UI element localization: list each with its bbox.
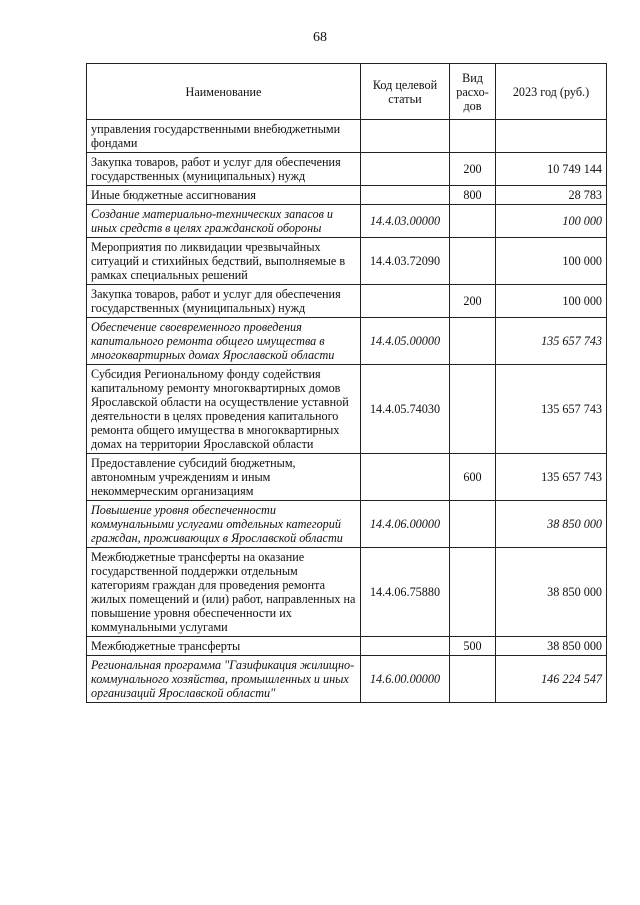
row-amount-cell: 28 783 xyxy=(496,186,607,205)
row-code-cell: 14.4.06.75880 xyxy=(361,548,450,637)
row-code-cell xyxy=(361,120,450,153)
row-code-cell xyxy=(361,153,450,186)
row-code-cell xyxy=(361,186,450,205)
budget-table xyxy=(86,63,607,703)
row-code-cell xyxy=(361,454,450,501)
row-kind-cell xyxy=(450,501,496,548)
row-amount-cell: 135 657 743 xyxy=(496,318,607,365)
table-row xyxy=(87,285,607,318)
row-name-cell: Повышение уровня обеспеченности коммунальными услугами отдельных категорий граждан, проживающих в Ярославской области xyxy=(87,501,361,548)
table-row xyxy=(87,454,607,501)
row-name-cell: Региональная программа "Газификация жилищно-коммунального хозяйства, промышленных и иных организаций Ярославской области" xyxy=(87,656,361,703)
row-kind-cell: 200 xyxy=(450,285,496,318)
table-header-row xyxy=(87,64,607,120)
row-kind-cell xyxy=(450,318,496,365)
row-code-cell xyxy=(361,285,450,318)
header-amount: 2023 год (руб.) xyxy=(496,64,607,120)
row-kind-cell xyxy=(450,656,496,703)
table-row xyxy=(87,548,607,637)
row-code-cell: 14.4.03.00000 xyxy=(361,205,450,238)
row-kind-cell xyxy=(450,205,496,238)
table-row xyxy=(87,637,607,656)
table-row xyxy=(87,501,607,548)
row-kind-cell: 600 xyxy=(450,454,496,501)
row-amount-cell: 100 000 xyxy=(496,205,607,238)
row-kind-cell: 800 xyxy=(450,186,496,205)
row-kind-cell xyxy=(450,365,496,454)
row-code-cell: 14.4.05.00000 xyxy=(361,318,450,365)
row-name-cell: Иные бюджетные ассигнования xyxy=(87,186,361,205)
row-code-cell: 14.6.00.00000 xyxy=(361,656,450,703)
table-row xyxy=(87,153,607,186)
row-kind-cell: 200 xyxy=(450,153,496,186)
row-amount-cell: 100 000 xyxy=(496,238,607,285)
row-code-cell: 14.4.06.00000 xyxy=(361,501,450,548)
row-name-cell: Предоставление субсидий бюджетным, автономным учреждениям и иным некоммерческим организациям xyxy=(87,454,361,501)
table-row xyxy=(87,318,607,365)
row-amount-cell: 146 224 547 xyxy=(496,656,607,703)
row-amount-cell: 38 850 000 xyxy=(496,501,607,548)
row-name-cell: Закупка товаров, работ и услуг для обеспечения государственных (муниципальных) нужд xyxy=(87,285,361,318)
row-name-cell: Межбюджетные трансферты на оказание государственной поддержки отдельным категориям граждан для проведения ремонта жилых помещений и (или) работ, направленных на повышение уровня обеспеченности их коммунальными услугами xyxy=(87,548,361,637)
row-amount-cell xyxy=(496,120,607,153)
table-row xyxy=(87,656,607,703)
row-name-cell: Субсидия Региональному фонду содействия капитальному ремонту многоквартирных домов Ярославской области на осуществление уставной деятельности в целях проведения капитального ремонта общего имущества в многоквартирных домах на территории Ярославской области xyxy=(87,365,361,454)
row-amount-cell: 100 000 xyxy=(496,285,607,318)
row-amount-cell: 38 850 000 xyxy=(496,548,607,637)
row-name-cell: Межбюджетные трансферты xyxy=(87,637,361,656)
row-amount-cell: 10 749 144 xyxy=(496,153,607,186)
table-row xyxy=(87,186,607,205)
row-name-cell: Мероприятия по ликвидации чрезвычайных ситуаций и стихийных бедствий, выполняемые в рамках специальных решений xyxy=(87,238,361,285)
row-name-cell: Создание материально-технических запасов и иных средств в целях гражданской обороны xyxy=(87,205,361,238)
table-row xyxy=(87,205,607,238)
row-kind-cell xyxy=(450,548,496,637)
row-name-cell: управления государственными внебюджетными фондами xyxy=(87,120,361,153)
row-code-cell: 14.4.05.74030 xyxy=(361,365,450,454)
row-kind-cell xyxy=(450,120,496,153)
row-name-cell: Обеспечение своевременного проведения капитального ремонта общего имущества в многоквартирных домах Ярославской области xyxy=(87,318,361,365)
table-row xyxy=(87,120,607,153)
row-amount-cell: 135 657 743 xyxy=(496,454,607,501)
header-name: Наименование xyxy=(87,64,361,120)
row-kind-cell: 500 xyxy=(450,637,496,656)
table-row xyxy=(87,365,607,454)
row-amount-cell: 38 850 000 xyxy=(496,637,607,656)
row-kind-cell xyxy=(450,238,496,285)
row-amount-cell: 135 657 743 xyxy=(496,365,607,454)
header-kind: Вид расхо-дов xyxy=(450,64,496,120)
row-name-cell: Закупка товаров, работ и услуг для обеспечения государственных (муниципальных) нужд xyxy=(87,153,361,186)
header-code: Код целевой статьи xyxy=(361,64,450,120)
table-row xyxy=(87,238,607,285)
row-code-cell: 14.4.03.72090 xyxy=(361,238,450,285)
page-number: 68 xyxy=(313,30,327,45)
row-code-cell xyxy=(361,637,450,656)
